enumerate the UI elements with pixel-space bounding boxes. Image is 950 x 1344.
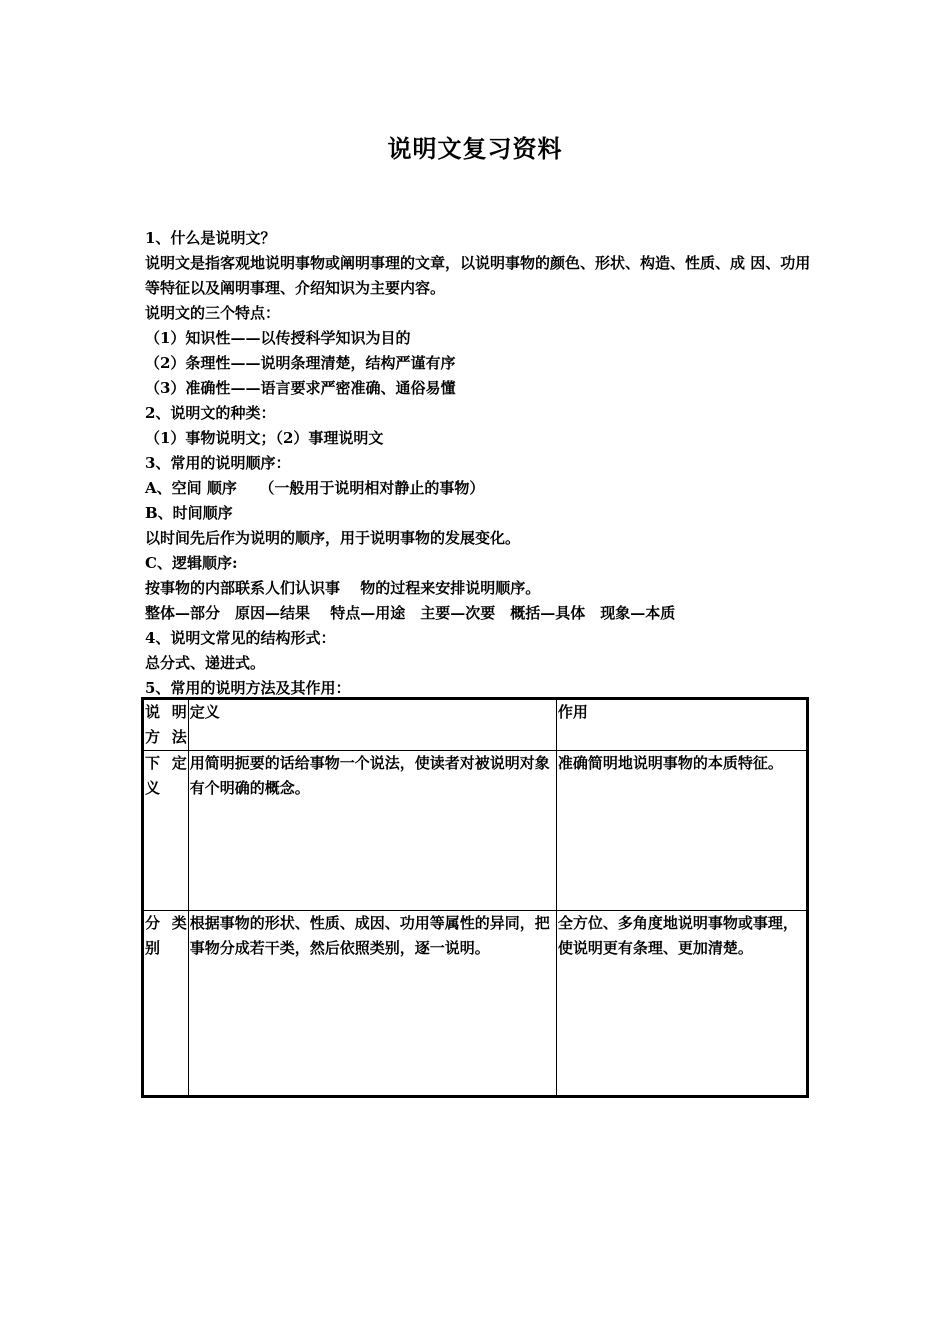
- header-cell-effect: 作用: [556, 699, 807, 751]
- methods-table: [141, 697, 809, 1098]
- table-row: [143, 751, 808, 911]
- section-heading: 1、什么是说明文？: [145, 229, 276, 247]
- text-line: C、逻辑顺序:: [145, 554, 238, 572]
- list-item: （1）知识性——以传授科学知识为目的: [145, 329, 411, 347]
- list-item: （3）准确性——语言要求严密准确、通俗易懂: [145, 379, 456, 397]
- section-heading: 5、常用的说明方法及其作用：: [145, 679, 351, 697]
- list-item: （2）条理性——说明条理清楚，结构严谨有序: [145, 354, 456, 372]
- text-line: A、空间 顺序 （一般用于说明相对静止的事物）: [145, 479, 485, 497]
- header-cell-definition: 定义: [188, 699, 556, 751]
- text-line: 以时间先后作为说明的顺序，用于说明事物的发展变化。: [145, 529, 521, 547]
- text-line: 总分式、递进式。: [145, 654, 266, 672]
- table-header-row: [143, 699, 808, 751]
- text-line: 按事物的内部联系人们认识事 物的过程来安排说明顺序。: [145, 579, 541, 597]
- effect-cell: 全方位、多角度地说明事物或事理，使说明更有条理、更加清楚。: [556, 911, 807, 1097]
- section-heading: 4、说明文常见的结构形式：: [145, 629, 336, 647]
- paragraph: 说明文是指客观地说明事物或阐明事理的文章，以说明事物的颜色、形状、构造、性质、成 因、功用等特征以及阐明事理、介绍知识为主要内容。: [145, 254, 811, 297]
- definition-cell: 根据事物的形状、性质、成因、功用等属性的异同，把事物分成若干类，然后依照类别，逐一说明。: [188, 911, 556, 1097]
- text-line: 说明文的三个特点：: [145, 304, 281, 322]
- effect-cell: 准确简明地说明事物的本质特征。: [556, 751, 807, 911]
- methods-table-wrapper: [141, 697, 809, 1098]
- text-line: 整体—部分 原因—结果 特点—用途 主要—次要 概括—具体 现象—本质: [145, 604, 676, 622]
- text-line: B、时间顺序: [145, 504, 233, 522]
- text-line: （1）事物说明文；（2）事理说明文: [145, 429, 384, 447]
- method-cell: 下 定义: [143, 751, 189, 911]
- table-row: [143, 911, 808, 1097]
- page-title: 说明文复习资料: [387, 134, 563, 163]
- method-cell: 分 类别: [143, 911, 189, 1097]
- section-heading: 2、说明文的种类：: [145, 404, 276, 422]
- header-cell-method: 说 明方法: [143, 699, 189, 751]
- section-heading: 3、常用的说明顺序：: [145, 454, 291, 472]
- document-body: [145, 226, 825, 701]
- definition-cell: 用简明扼要的话给事物一个说法，使读者对被说明对象有个明确的概念。: [188, 751, 556, 911]
